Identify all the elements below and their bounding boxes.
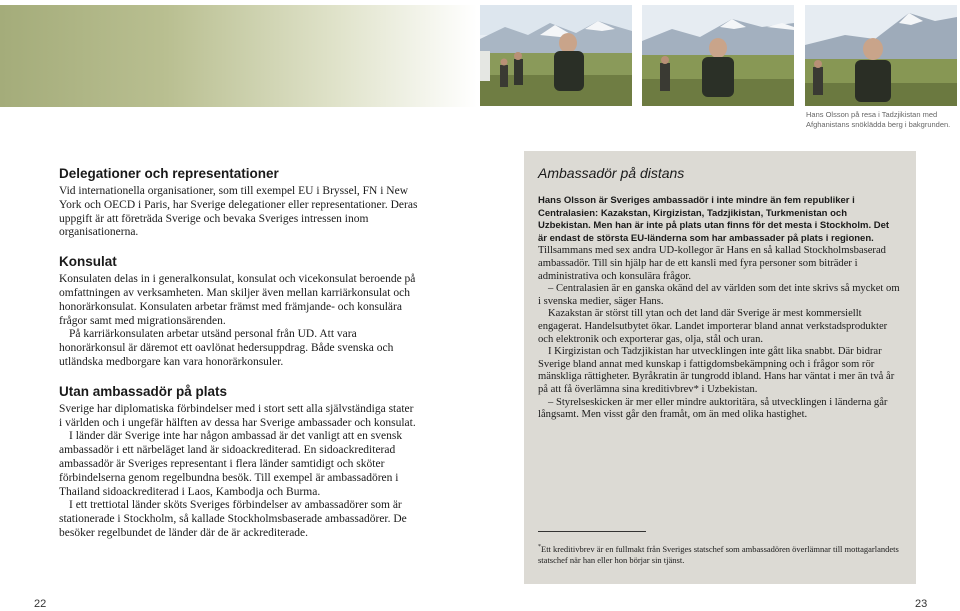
footnote-mark: * [538, 544, 541, 550]
footnote-text: Ett kreditivbrev är en fullmakt från Sveriges statschef som ambassadören överlämnar till mottagarlandets statschef när han eller hon börjar sin tjänst. [538, 543, 899, 566]
paragraph: Vid internationella organisationer, som till exempel EU i Bryssel, FN i New York och OECD i Paris, har Sverige delegationer eller representationer. Deras uppgift är att företräda Sverige och bevaka Sveriges intressen inom organisationerna. [59, 185, 418, 239]
paragraph: På karriärkonsulaten arbetar utsänd personal från UD. Att vara honorärkonsul är däremot ett oavlönat hedersuppdrag. Både svenska och utländska medborgare kan vara honorärkonsuler. [59, 328, 394, 368]
photo-2 [642, 5, 794, 106]
sidebar-title: Ambassadör på distans [538, 165, 685, 181]
paragraph: I Kirgizistan och Tadzjikistan har utvecklingen inte gått lika snabbt. Där bidrar Sverige bland annat med kunskap i fattigdomsbekämpning och i frågor som rör mänskliga rättigheter. Byråkratin är tungrodd ibland. Hans har väntat i mer än två år på att få överlämna sina kreditivbrev* i Uzbekistan. [538, 346, 895, 395]
footnote-rule [538, 531, 646, 532]
page-number-right: 23 [915, 598, 928, 610]
sidebar-lead: Hans Olsson är Sveriges ambassadör i inte mindre än fem republiker i Centralasien: Kazakstan, Kirgizistan, Tadzjikistan, Turkmenistan och Uzbekistan. Men han är inte på plats utan finns för det mesta i Stockholm. Det är endast de största EU-länderna som har ambassader på plats i regionen. [538, 195, 890, 244]
section-heading: Utan ambassadör på plats [59, 383, 228, 399]
paragraph: Sverige har diplomatiska förbindelser med i stort sett alla självständiga stater i världen och i ungefär hälften av dessa har Sverige ambassader och konsulat. [59, 402, 416, 429]
paragraph: – Styrelseskicken är mer eller mindre auktoritära, så utvecklingen i länderna går långsamt. Men visst går den framåt, om än med olika hastighet. [538, 396, 888, 421]
section-heading: Konsulat [59, 254, 117, 270]
photo-3 [805, 5, 957, 106]
paragraph: Tillsammans med sex andra UD-kollegor är Hans en så kallad Stockholmsbaserad ambassadör. Till sin hjälp har de ett kansli med fyra personer som biträder i administrativa och konsulära frågor. [538, 245, 886, 282]
photo-caption: Hans Olsson på resa i Tadzjikistan med Afghanistans snöklädda berg i bakgrunden. [806, 110, 951, 129]
left-column [59, 166, 419, 541]
section-heading: Delegationer och representationer [59, 166, 279, 181]
decorative-color-band [0, 5, 477, 107]
paragraph: – Centralasien är en ganska okänd del av världen som det inte skrivs så mycket om i svenska medier, säger Hans. [538, 283, 900, 307]
photo-1 [480, 5, 632, 106]
paragraph: Kazakstan är störst till ytan och det land där Sverige är mest kommersiellt engagerat. Handelsutbytet ökar. Landet importerar bland annat verkstadsprodukter och elektronik och exporterar gas, olja, stål och uran. [538, 308, 888, 345]
sidebar-box [524, 151, 916, 584]
sidebar-body [538, 245, 900, 421]
page-number-left: 22 [34, 598, 47, 610]
paragraph: Konsulaten delas in i generalkonsulat, konsulat och vicekonsulat beroende på omfattningen av verksamheten. Man skiljer även mellan karriärkonsulat och honorärkonsulat. Konsulaten arbetar främst med främjande- och konsulära frågor samt med migrationsärenden. [59, 273, 416, 327]
paragraph: I länder där Sverige inte har någon ambassad är det vanligt att en svensk ambassadör i ett närbeläget land är sidoackrediterad. En sidoackrediterad ambassadör är Sveriges representant i flera länder samtidigt och sköter förbindelserna genom regelbundna besök. Till exempel är ambassadören i Thailand sidoackrediterad i Laos, Kambodja och Burma. [59, 430, 403, 498]
footnote [538, 542, 902, 567]
paragraph: I ett trettiotal länder sköts Sveriges förbindelser av ambassadörer som är stationerade i Stockholm, så kallade Stockholmsbaserade ambassadörer. De besöker regelbundet de länder där de är ackrediterade. [59, 499, 407, 539]
